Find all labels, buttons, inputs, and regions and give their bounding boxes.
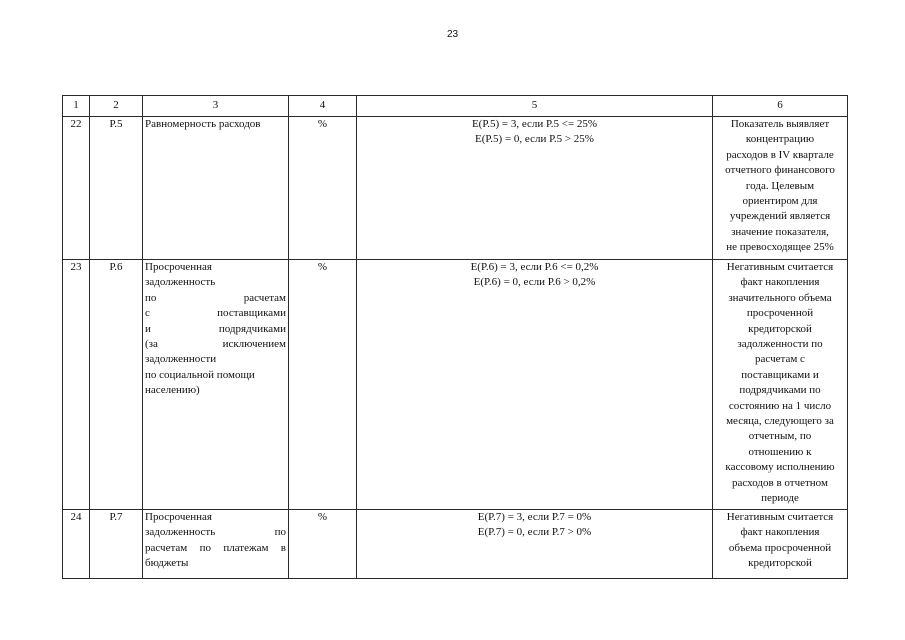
table-row bbox=[63, 260, 848, 510]
indicator-code-cell: Р.7 bbox=[90, 510, 143, 579]
note-cell bbox=[713, 510, 848, 579]
note-line: учреждений является bbox=[729, 210, 831, 223]
formula-line: E(P.5) = 3, если Р.5 <= 25% bbox=[471, 118, 598, 130]
indicator-name-line: и подрядчиками bbox=[145, 322, 286, 335]
note-line: отчетного финансового bbox=[725, 164, 835, 177]
note-line: значительного объема bbox=[728, 291, 832, 304]
indicator-name-line: бюджеты bbox=[145, 557, 189, 570]
indicator-code-cell: Р.6 bbox=[90, 260, 143, 510]
note-line: кассовому исполнению bbox=[725, 461, 835, 474]
column-header: 1 bbox=[63, 96, 90, 117]
unit-cell: % bbox=[289, 260, 357, 510]
page-number: 23 bbox=[446, 29, 459, 40]
formula-cell bbox=[357, 260, 713, 510]
note-line: объема просроченной bbox=[728, 541, 832, 554]
indicator-name-line: задолженности bbox=[145, 353, 217, 366]
indicator-name-line: Просроченная bbox=[145, 511, 212, 523]
note-line: кредиторской bbox=[748, 557, 812, 570]
column-header: 3 bbox=[143, 96, 289, 117]
indicator-name-cell bbox=[143, 260, 289, 510]
column-header: 5 bbox=[357, 96, 713, 117]
indicator-table bbox=[62, 95, 848, 579]
column-header: 2 bbox=[90, 96, 143, 117]
note-cell bbox=[713, 260, 848, 510]
note-line: ориентиром для bbox=[742, 195, 818, 208]
note-line: концентрацию bbox=[745, 133, 815, 146]
note-line: расходов в IV квартале bbox=[726, 148, 834, 161]
note-line: расходов в отчетном bbox=[732, 476, 828, 489]
row-number-cell: 22 bbox=[63, 117, 90, 260]
unit-cell: % bbox=[289, 510, 357, 579]
row-number-cell: 23 bbox=[63, 260, 90, 510]
note-line: кредиторской bbox=[748, 322, 812, 335]
indicator-name-line: по расчетам bbox=[145, 291, 286, 304]
note-line: Негативным считается bbox=[726, 261, 834, 273]
note-line: факт накопления bbox=[740, 526, 820, 539]
column-header: 4 bbox=[289, 96, 357, 117]
table-row bbox=[63, 117, 848, 260]
indicator-name-line: расчетам по платежам в bbox=[145, 541, 286, 554]
note-line: задолженности по bbox=[737, 338, 823, 351]
row-number-cell: 24 bbox=[63, 510, 90, 579]
note-line: месяца, следующего за bbox=[726, 415, 834, 428]
note-line: не превосходящее 25% bbox=[726, 241, 834, 254]
formula-line: E(P.7) = 0, если Р.7 > 0% bbox=[477, 526, 592, 539]
formula-cell bbox=[357, 510, 713, 579]
indicator-name-line: Просроченная bbox=[145, 261, 212, 273]
note-line: Показатель выявляет bbox=[730, 118, 830, 130]
column-header: 6 bbox=[713, 96, 848, 117]
indicator-name-line: (за исключением bbox=[145, 338, 286, 351]
note-line: Негативным считается bbox=[726, 511, 834, 523]
formula-line: E(P.6) = 0, если Р.6 > 0,2% bbox=[473, 276, 596, 289]
note-line: значение показателя, bbox=[731, 225, 829, 238]
indicator-name-line: населению) bbox=[145, 384, 200, 397]
note-line: поставщиками и bbox=[741, 368, 819, 381]
indicator-name-line: задолженность по bbox=[145, 526, 286, 539]
indicator-code-cell: Р.5 bbox=[90, 117, 143, 260]
header-row bbox=[63, 96, 848, 117]
unit-cell: % bbox=[289, 117, 357, 260]
note-line: расчетам с bbox=[755, 353, 805, 366]
note-line: отношению к bbox=[748, 445, 812, 458]
table-row bbox=[63, 510, 848, 579]
formula-line: E(P.5) = 0, если Р.5 > 25% bbox=[475, 133, 594, 146]
indicator-name-cell bbox=[143, 117, 289, 260]
note-line: подрядчиками по bbox=[739, 384, 821, 397]
formula-line: E(P.6) = 3, если Р.6 <= 0,2% bbox=[470, 261, 599, 273]
formula-line: E(P.7) = 3, если Р.7 = 0% bbox=[477, 511, 592, 523]
indicator-name-line: задолженность bbox=[145, 276, 216, 289]
indicator-name-line: по социальной помощи bbox=[145, 368, 255, 381]
note-line: состоянию на 1 число bbox=[728, 399, 832, 412]
note-line: отчетным, по bbox=[748, 430, 812, 443]
note-cell bbox=[713, 117, 848, 260]
note-line: периоде bbox=[761, 492, 799, 505]
indicator-name-cell bbox=[143, 510, 289, 579]
indicator-name-line: Равномерность расходов bbox=[145, 118, 261, 130]
indicator-name-line: с поставщиками bbox=[145, 307, 286, 320]
note-line: года. Целевым bbox=[745, 179, 815, 192]
note-line: просроченной bbox=[746, 307, 814, 320]
note-line: факт накопления bbox=[740, 276, 820, 289]
formula-cell bbox=[357, 117, 713, 260]
